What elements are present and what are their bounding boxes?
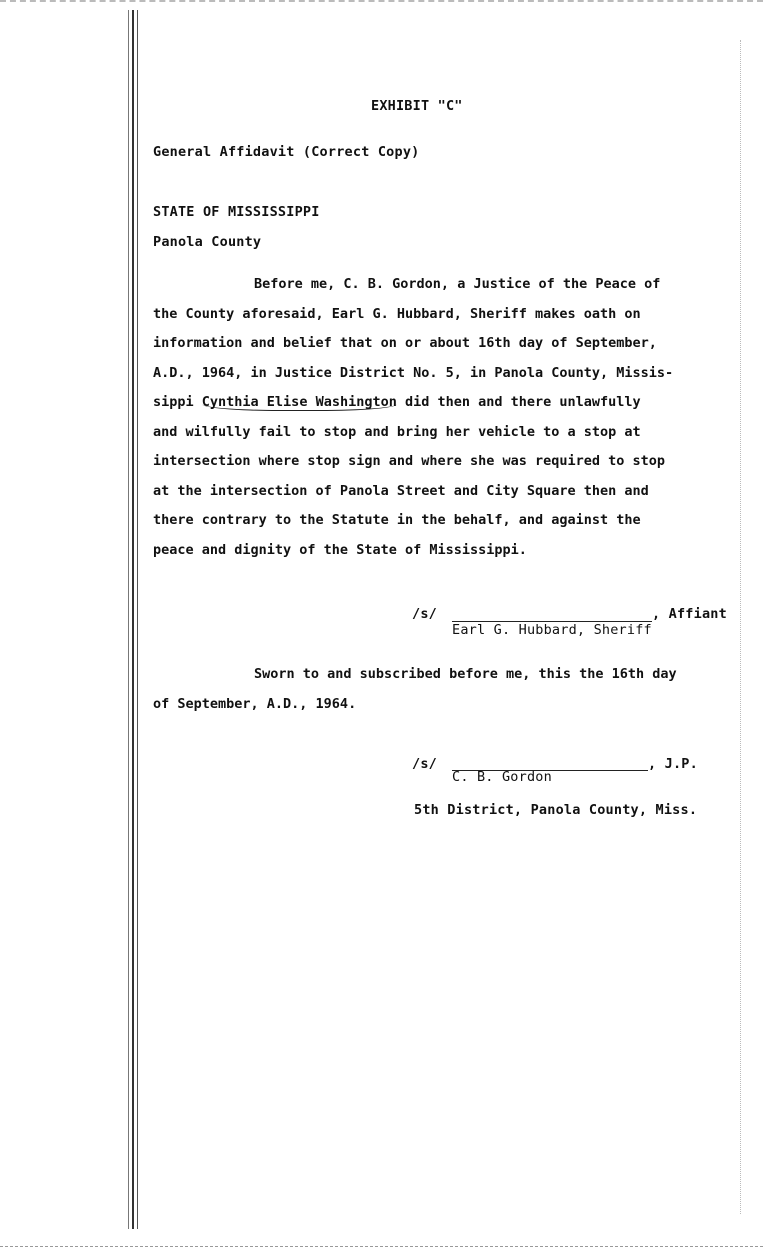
body-line [153,388,723,418]
body-line-end: did then and there unlawfully [396,394,641,410]
sworn-line: of September, A.D., 1964. [153,695,357,712]
body-line: there contrary to the Statute in the behalf, and against the [153,512,641,528]
body-line: the County aforesaid, Earl G. Hubbard, Sheriff makes oath on [153,305,641,322]
jp-role: , J.P. [648,756,698,772]
defendant-name: Cynthia Elise Washington [201,394,397,410]
document-title: General Affidavit (Correct Copy) [153,144,420,160]
body-line: peace and dignity of the State of Mississippi. [153,541,527,558]
left-margin-line [137,10,138,1229]
county-venue: Panola County [153,234,262,250]
left-margin-line [132,10,134,1229]
bottom-dashed-border [0,1246,763,1247]
body-line: A.D., 1964, in Justice District No. 5, in Panola County, Missis- [153,364,674,381]
body-line: at the intersection of Panola Street and City Square then and [153,482,649,499]
affiant-role: , Affiant [652,606,727,622]
sworn-line: Sworn to and subscribed before me, this the 16th day [254,666,677,682]
exhibit-label: EXHIBIT "C" [371,98,463,114]
top-dashed-border [0,0,763,2]
body-line-start: sippi [153,394,202,410]
body-line: Before me, C. B. Gordon, a Justice of the Peace of [254,276,661,292]
jp-district: 5th District, Panola County, Miss. [414,802,698,818]
right-margin-speckle [740,40,741,1214]
jp-name: C. B. Gordon [452,769,552,785]
body-line: intersection where stop sign and where she was required to stop [153,453,666,469]
body-line: information and belief that on or about 16th day of September, [153,335,657,351]
affiant-name: Earl G. Hubbard, Sheriff [452,622,652,638]
jp-signature-prefix: /s/ [412,756,437,772]
left-margin-line [128,10,129,1229]
body-line: and wilfully fail to stop and bring her vehicle to a stop at [153,423,641,440]
affidavit-body [153,270,723,565]
affiant-signature-prefix: /s/ [412,606,437,622]
sworn-statement [153,660,723,719]
state-venue: STATE OF MISSISSIPPI [153,204,320,220]
